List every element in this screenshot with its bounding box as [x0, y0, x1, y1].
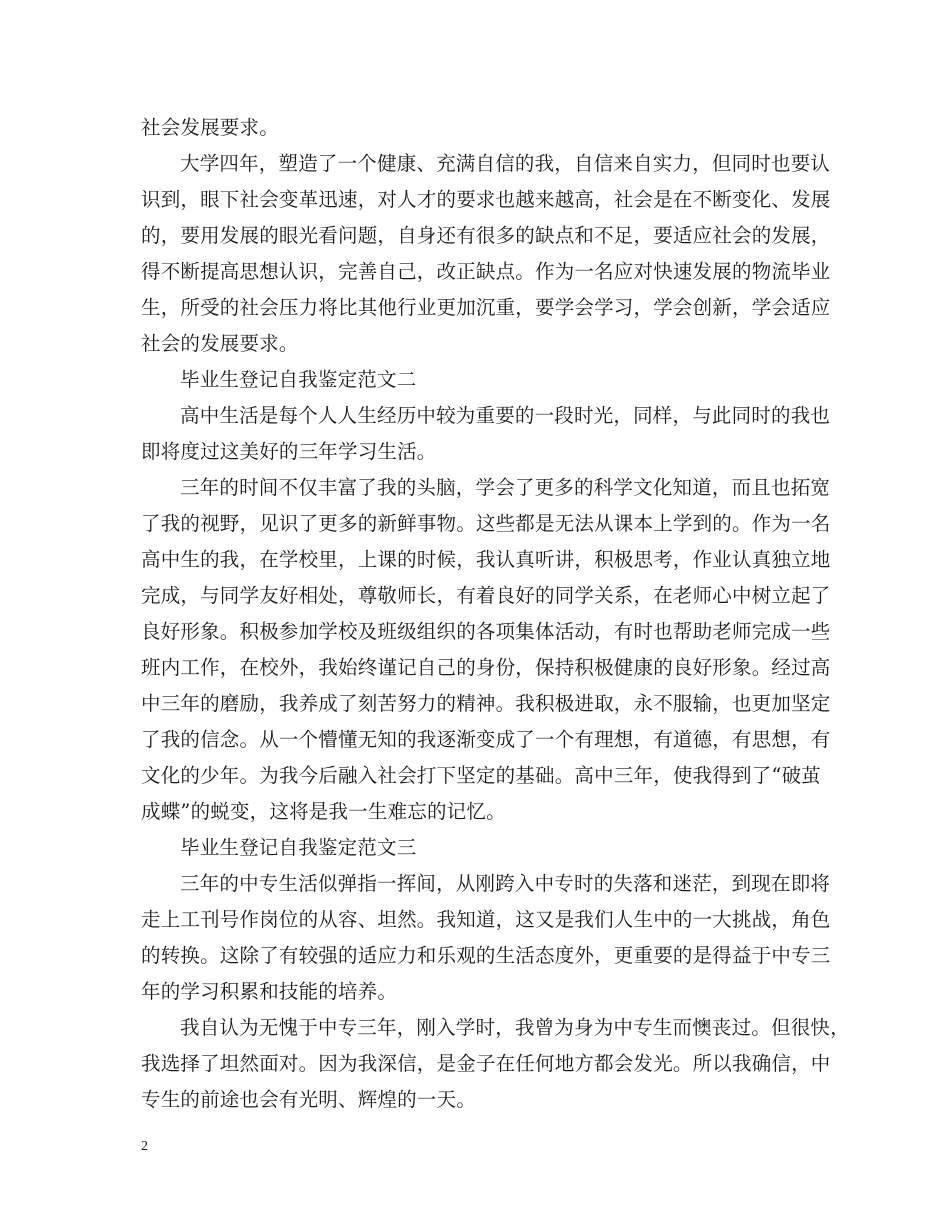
text-line: 社会的发展要求。	[141, 332, 299, 355]
text-line: 良好形象。积极参加学校及班级组织的各项集体活动，有时也帮助老师完成一些	[141, 620, 831, 643]
text-line: 班内工作，在校外，我始终谨记自己的身份，保持积极健康的良好形象。经过高	[141, 656, 831, 679]
text-line: 三年的时间不仅丰富了我的头脑，学会了更多的科学文化知道，而且也拓宽	[180, 476, 831, 499]
text-line: 大学四年，塑造了一个健康、充满自信的我，自信来自实力，但同时也要认	[180, 152, 831, 175]
text-line: 专生的前途也会有光明、辉煌的一天。	[141, 1088, 476, 1111]
text-line: 文化的少年。为我今后融入社会打下坚定的基础。高中三年，使我得到了“破茧	[141, 764, 821, 787]
text-line: 社会发展要求。	[141, 116, 279, 139]
text-line: 完成，与同学友好相处，尊敬师长，有着良好的同学关系，在老师心中树立起了	[141, 584, 831, 607]
text-line: 三年的中专生活似弹指一挥间，从刚跨入中专时的失落和迷茫，到现在即将	[180, 872, 831, 895]
text-line: 即将度过这美好的三年学习生活。	[141, 440, 437, 463]
text-line: 了我的信念。从一个懵懂无知的我逐渐变成了一个有理想，有道德，有思想，有	[141, 728, 831, 751]
page-number: 2	[141, 1139, 148, 1154]
text-line: 得不断提高思想认识，完善自己，改正缺点。作为一名应对快速发展的物流毕业	[141, 260, 831, 283]
text-line: 高中生活是每个人人生经历中较为重要的一段时光，同样，与此同时的我也	[180, 404, 831, 427]
text-line: 成蝶”的蜕变，这将是我一生难忘的记忆。	[141, 800, 506, 823]
section-heading: 毕业生登记自我鉴定范文二	[180, 368, 417, 391]
text-line: 的，要用发展的眼光看问题，自身还有很多的缺点和不足，要适应社会的发展，	[141, 224, 831, 247]
text-line: 中三年的磨励，我养成了刻苦努力的精神。我积极进取，永不服输，也更加坚定	[141, 692, 831, 715]
text-line: 走上工刊号作岗位的从容、坦然。我知道，这又是我们人生中的一大挑战，角色	[141, 908, 831, 931]
text-line: 高中生的我，在学校里，上课的时候，我认真听讲，积极思考，作业认真独立地	[141, 548, 831, 571]
section-heading: 毕业生登记自我鉴定范文三	[180, 836, 417, 859]
text-line: 了我的视野，见识了更多的新鲜事物。这些都是无法从课本上学到的。作为一名	[141, 512, 831, 535]
text-line: 年的学习积累和技能的培养。	[141, 980, 398, 1003]
text-line: 的转换。这除了有较强的适应力和乐观的生活态度外，更重要的是得益于中专三	[141, 944, 831, 967]
text-line: 生，所受的社会压力将比其他行业更加沉重，要学会学习，学会创新，学会适应	[141, 296, 831, 319]
text-line: 我自认为无愧于中专三年，刚入学时，我曾为身为中专生而懊丧过。但很快，	[180, 1016, 850, 1039]
text-line: 我选择了坦然面对。因为我深信，是金子在任何地方都会发光。所以我确信，中	[141, 1052, 831, 1075]
text-line: 识到，眼下社会变革迅速，对人才的要求也越来越高，社会是在不断变化、发展	[141, 188, 831, 211]
